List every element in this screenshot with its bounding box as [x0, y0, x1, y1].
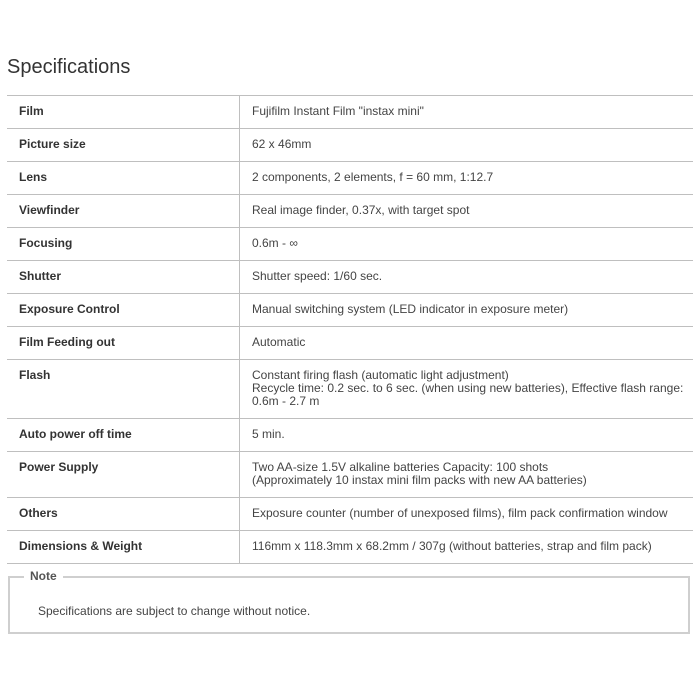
- spec-row: [7, 96, 693, 129]
- spec-row: [7, 195, 693, 228]
- spec-row: [7, 129, 693, 162]
- spec-label: Others: [7, 498, 240, 531]
- note-box: [8, 569, 690, 634]
- spec-label: Film Feeding out: [7, 327, 240, 360]
- spec-value-line: Constant firing flash (automatic light adjustment): [252, 368, 509, 382]
- spec-row: [7, 531, 693, 564]
- page-title: Specifications: [7, 56, 131, 78]
- spec-value: [240, 452, 694, 498]
- spec-label: Exposure Control: [7, 294, 240, 327]
- spec-value: [240, 129, 694, 162]
- spec-value: [240, 419, 694, 452]
- spec-row: [7, 327, 693, 360]
- spec-row: [7, 261, 693, 294]
- spec-label: Auto power off time: [7, 419, 240, 452]
- spec-value-line: 2 components, 2 elements, f = 60 mm, 1:12.7: [252, 170, 494, 184]
- spec-value: [240, 294, 694, 327]
- spec-label: Focusing: [7, 228, 240, 261]
- spec-value: [240, 360, 694, 419]
- spec-value-line: Recycle time: 0.2 sec. to 6 sec. (when using new batteries), Effective flash range: 0.6m - 2.7 m: [252, 381, 684, 408]
- spec-row: [7, 294, 693, 327]
- spec-row: [7, 360, 693, 419]
- note-text: Specifications are subject to change without notice.: [38, 604, 311, 618]
- spec-value-line: Exposure counter (number of unexposed films), film pack confirmation window: [252, 506, 668, 520]
- spec-value: [240, 261, 694, 294]
- spec-label: Flash: [7, 360, 240, 419]
- spec-value: [240, 228, 694, 261]
- specifications-table-body: [7, 96, 693, 564]
- spec-value: [240, 195, 694, 228]
- note-legend: Note: [24, 569, 63, 583]
- spec-value-line: Real image finder, 0.37x, with target spot: [252, 203, 470, 217]
- spec-value-line: 62 x 46mm: [252, 137, 312, 151]
- spec-value: [240, 531, 694, 564]
- spec-value-line: (Approximately 10 instax mini film packs with new AA batteries): [252, 473, 587, 487]
- spec-value-line: Shutter speed: 1/60 sec.: [252, 269, 383, 283]
- spec-value: [240, 162, 694, 195]
- spec-label: Shutter: [7, 261, 240, 294]
- spec-value-line: 5 min.: [252, 427, 285, 441]
- spec-label: Viewfinder: [7, 195, 240, 228]
- spec-label: Dimensions & Weight: [7, 531, 240, 564]
- spec-value-line: Two AA-size 1.5V alkaline batteries Capacity: 100 shots: [252, 460, 549, 474]
- spec-label: Lens: [7, 162, 240, 195]
- spec-value-line: Manual switching system (LED indicator in exposure meter): [252, 302, 569, 316]
- spec-value: [240, 498, 694, 531]
- specifications-table: [7, 95, 693, 564]
- spec-label: Film: [7, 96, 240, 129]
- spec-label: Picture size: [7, 129, 240, 162]
- spec-value: [240, 327, 694, 360]
- spec-value: [240, 96, 694, 129]
- spec-row: [7, 419, 693, 452]
- spec-value-line: Fujifilm Instant Film "instax mini": [252, 104, 424, 118]
- spec-value-line: 116mm x 118.3mm x 68.2mm / 307g (without batteries, strap and film pack): [252, 539, 652, 553]
- spec-value-line: Automatic: [252, 335, 306, 349]
- spec-label: Power Supply: [7, 452, 240, 498]
- spec-row: [7, 498, 693, 531]
- spec-row: [7, 228, 693, 261]
- spec-row: [7, 162, 693, 195]
- spec-value-line: 0.6m - ∞: [252, 236, 298, 250]
- spec-row: [7, 452, 693, 498]
